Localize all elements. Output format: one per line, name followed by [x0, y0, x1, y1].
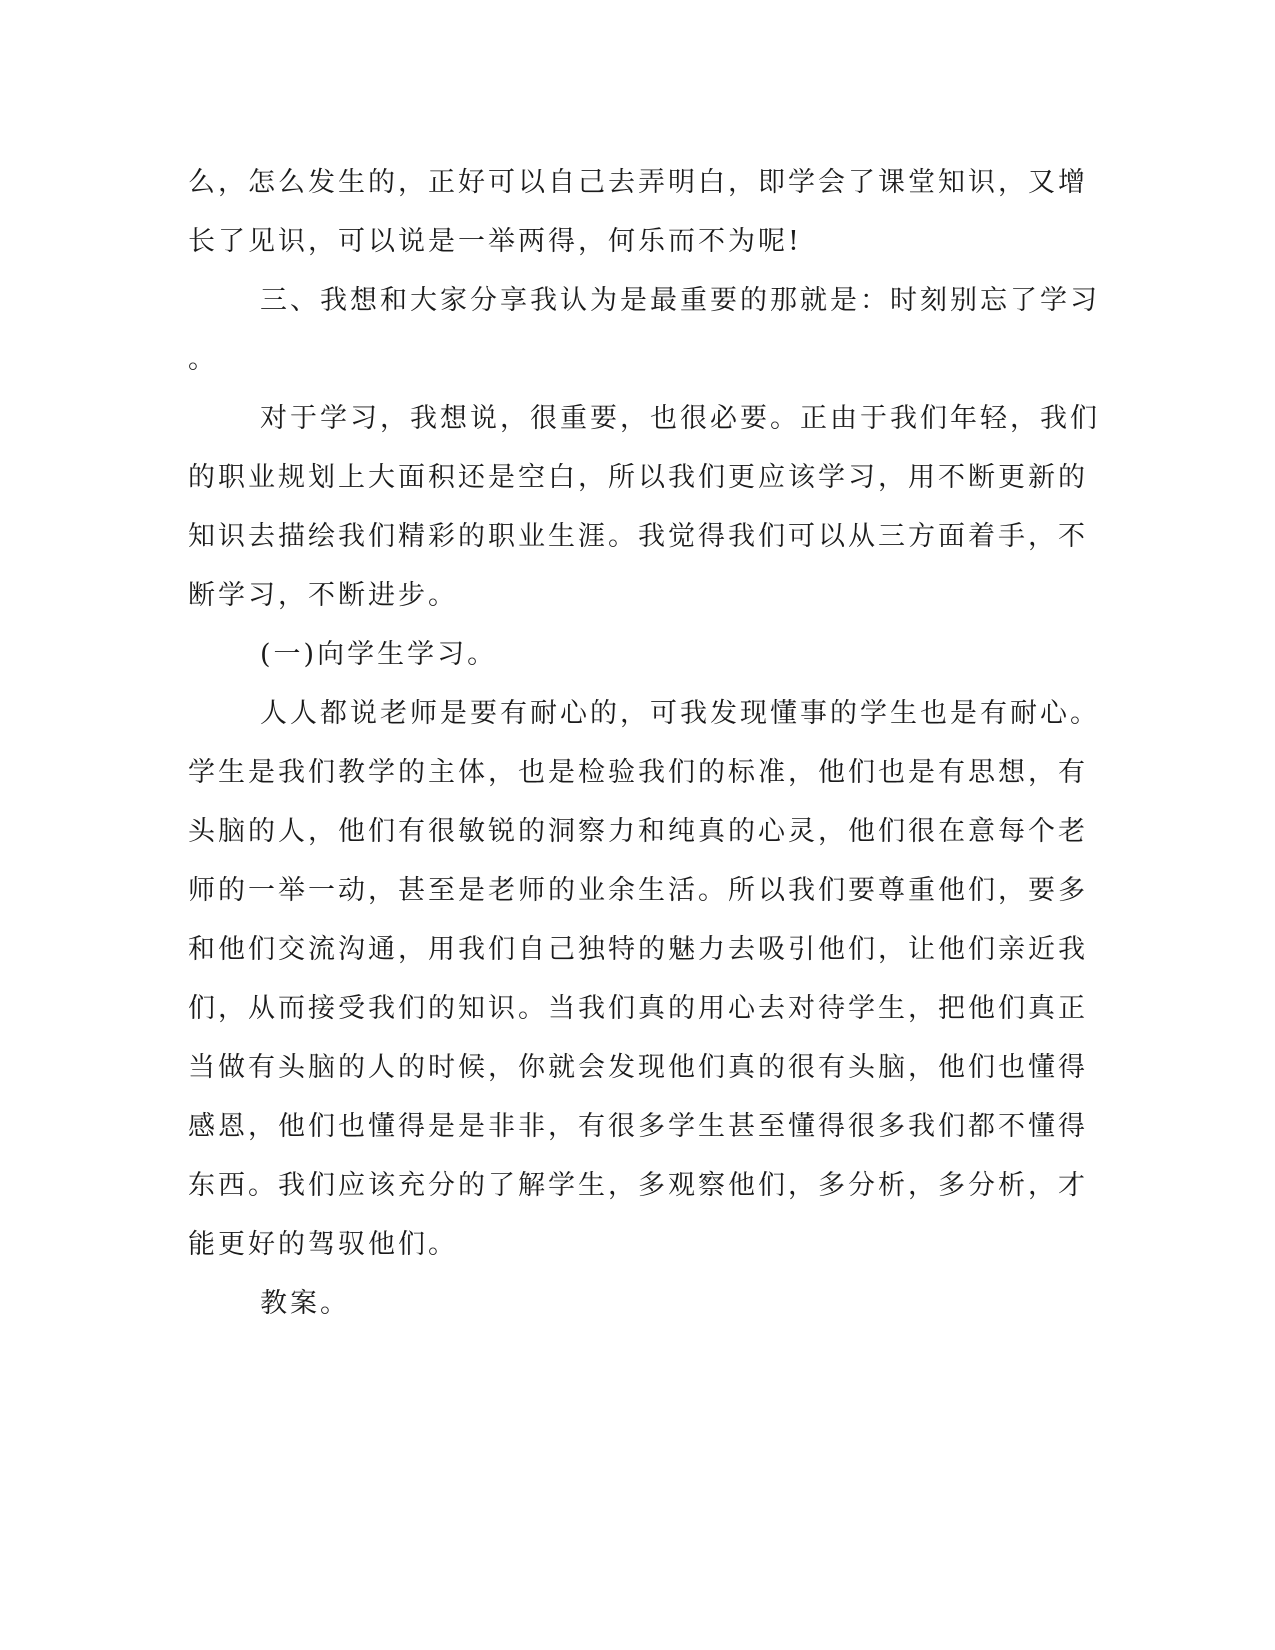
text-line-8: 断学习，不断进步。 [188, 580, 458, 611]
text-line-5: 对于学习，我想说，很重要，也很必要。正由于我们年轻，我们 [260, 403, 1100, 434]
text-line-1: 么，怎么发生的，正好可以自己去弄明白，即学会了课堂知识，又增 [188, 167, 1088, 198]
text-line-19: 能更好的驾驭他们。 [188, 1229, 458, 1260]
text-line-17: 感恩，他们也懂得是是非非，有很多学生甚至懂得很多我们都不懂得 [188, 1111, 1088, 1142]
text-line-10: 人人都说老师是要有耐心的，可我发现懂事的学生也是有耐心。 [260, 698, 1100, 729]
text-line-16: 当做有头脑的人的时候，你就会发现他们真的很有头脑，他们也懂得 [188, 1052, 1088, 1083]
text-line-18: 东西。我们应该充分的了解学生，多观察他们，多分析，多分析，才 [188, 1170, 1088, 1201]
text-line-3: 三、我想和大家分享我认为是最重要的那就是：时刻别忘了学习 [260, 285, 1100, 316]
text-line-12: 头脑的人，他们有很敏锐的洞察力和纯真的心灵，他们很在意每个老 [188, 816, 1088, 847]
text-line-9: (一)向学生学习。 [260, 639, 498, 670]
text-line-14: 和他们交流沟通，用我们自己独特的魅力去吸引他们，让他们亲近我 [188, 934, 1088, 965]
text-line-11: 学生是我们教学的主体，也是检验我们的标准，他们也是有思想，有 [188, 757, 1088, 788]
text-line-20: 教案。 [260, 1288, 350, 1319]
text-line-6: 的职业规划上大面积还是空白，所以我们更应该学习，用不断更新的 [188, 462, 1088, 493]
text-line-15: 们，从而接受我们的知识。当我们真的用心去对待学生，把他们真正 [188, 993, 1088, 1024]
text-line-7: 知识去描绘我们精彩的职业生涯。我觉得我们可以从三方面着手，不 [188, 521, 1088, 552]
text-line-4: 。 [188, 344, 218, 375]
text-line-13: 师的一举一动，甚至是老师的业余生活。所以我们要尊重他们，要多 [188, 875, 1088, 906]
text-line-2: 长了见识，可以说是一举两得，何乐而不为呢! [188, 226, 802, 257]
